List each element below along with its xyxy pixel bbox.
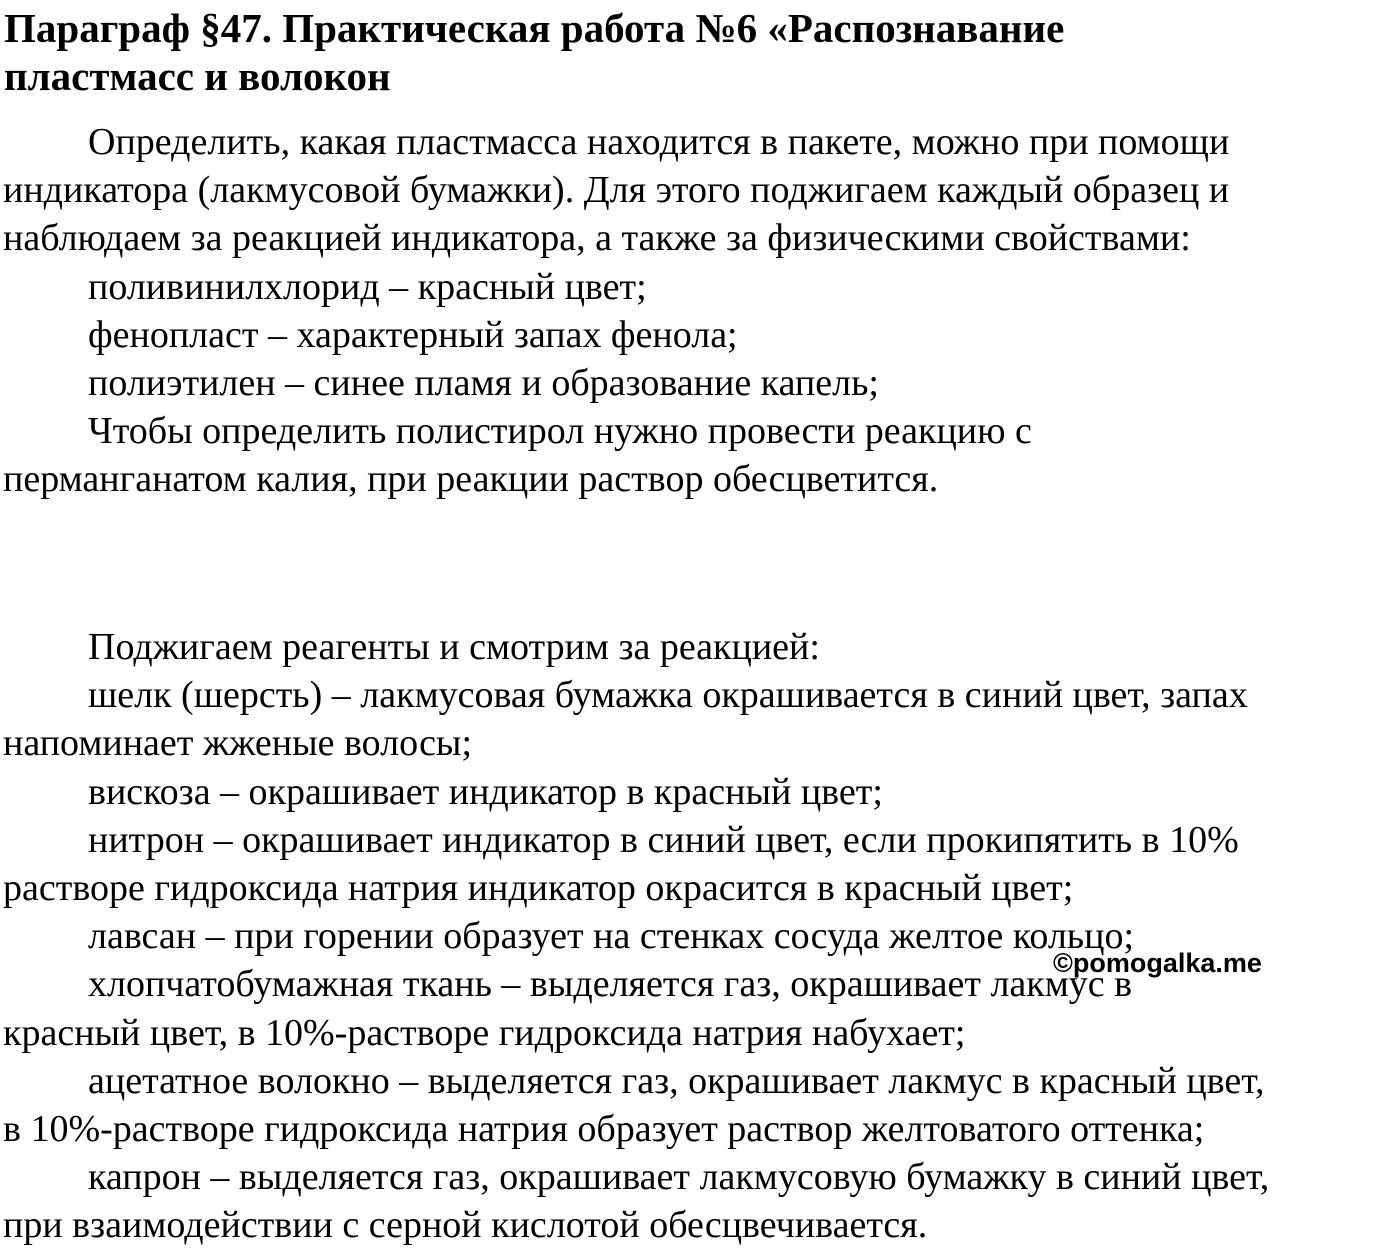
text-line: Определить, какая пластмасса находится в пакете, можно при помощи xyxy=(88,121,1230,163)
page-title xyxy=(4,0,1394,100)
text-line: поливинилхлорид – красный цвет; xyxy=(88,265,647,308)
watermark-text: ©pomogalka.me xyxy=(1053,948,1262,978)
text-line: лавсан – при горении образует на стенках сосуда желтое кольцо; xyxy=(88,915,1135,958)
text-line: хлопчатобумажная ткань – выделяется газ, окрашивает лакмус в xyxy=(88,963,1133,1006)
text-line: в 10%-растворе гидроксида натрия образует раствор желтоватого оттенка; xyxy=(3,1107,1205,1150)
plastics-paragraph xyxy=(3,118,1397,504)
text-line: Чтобы определить полистирол нужно провести реакцию с xyxy=(88,410,1032,453)
text-line: красный цвет, в 10%-растворе гидроксида натрия набухает; xyxy=(3,1011,966,1054)
title-line: пластмасс и волокон xyxy=(4,53,391,100)
text-line: шелк (шерсть) – лакмусовая бумажка окрашивается в синий цвет, запах xyxy=(88,674,1248,717)
text-line: полиэтилен – синее пламя и образование капель; xyxy=(88,361,879,404)
text-line: наблюдаем за реакцией индикатора, а также за физическими свойствами: xyxy=(3,217,1191,260)
text-line: при взаимодействии с серной кислотой обесцвечивается. xyxy=(3,1204,928,1247)
text-line: индикатора (лакмусовой бумажки). Для этого поджигаем каждый образец и xyxy=(3,169,1230,212)
text-line: Поджигаем реагенты и смотрим за реакцией: xyxy=(88,626,820,668)
fibers-paragraph xyxy=(3,623,1397,1249)
text-line: вискоза – окрашивает индикатор в красный цвет; xyxy=(88,770,883,813)
text-line: напоминает жженые волосы; xyxy=(3,722,473,765)
text-line: растворе гидроксида натрия индикатор окрасится в красный цвет; xyxy=(3,866,1074,909)
text-line: нитрон – окрашивает индикатор в синий цвет, если прокипятить в 10% xyxy=(88,818,1239,861)
text-line: фенопласт – характерный запах фенола; xyxy=(88,313,738,356)
title-line: Параграф §47. Практическая работа №6 «Распознавание xyxy=(4,5,1065,51)
text-line: капрон – выделяется газ, окрашивает лакмусовую бумажку в синий цвет, xyxy=(88,1156,1270,1199)
text-line: ацетатное волокно – выделяется газ, окрашивает лакмус в красный цвет, xyxy=(88,1059,1265,1102)
text-line: перманганатом калия, при реакции раствор обесцветится. xyxy=(3,458,939,501)
